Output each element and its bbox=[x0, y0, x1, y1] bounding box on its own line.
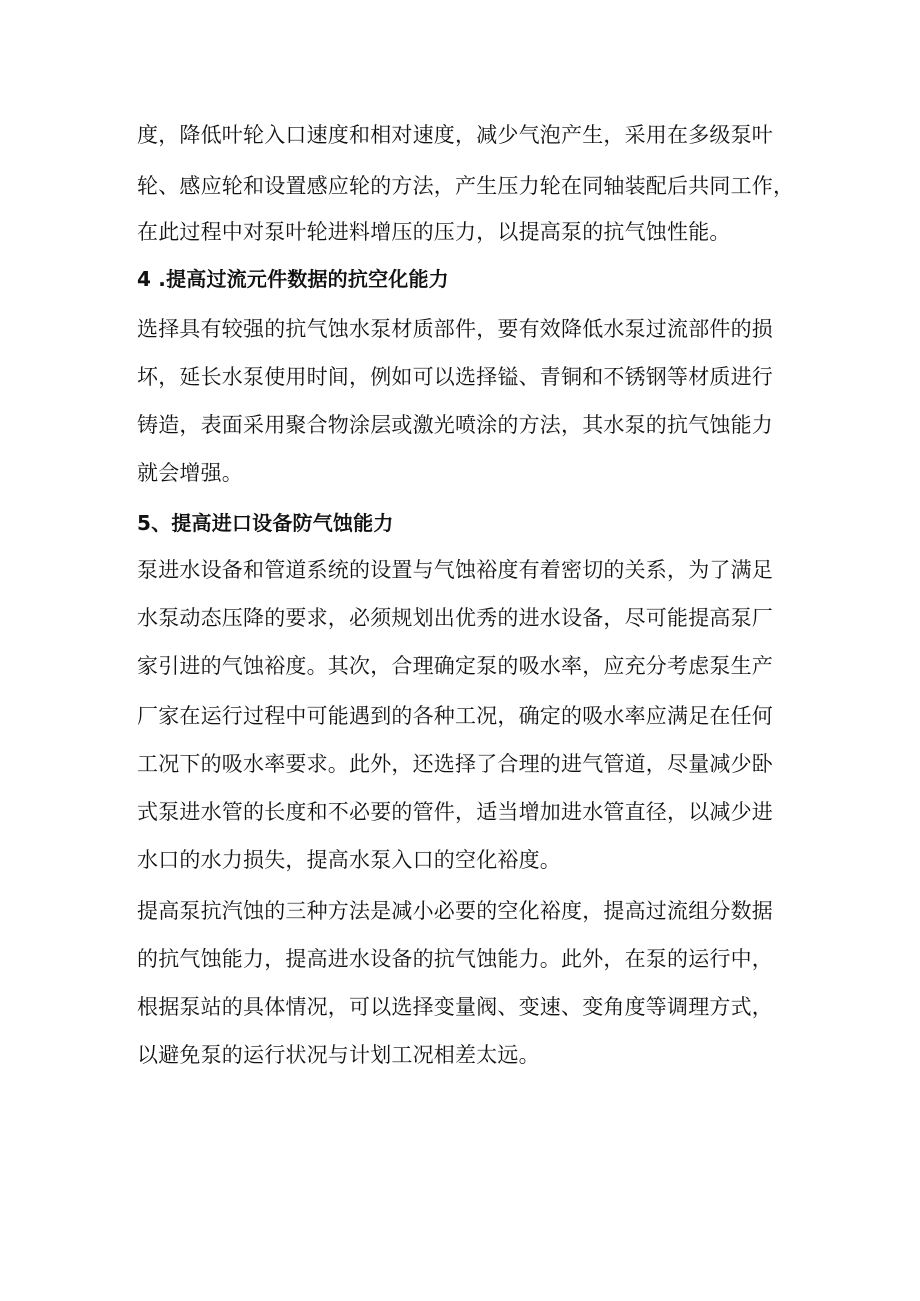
paragraph-line: 的抗气蚀能力，提高进水设备的抗气蚀能力。此外，在泵的运行中， bbox=[137, 947, 773, 971]
paragraph-line: 根据泵站的具体情况，可以选择变量阀、变速、变角度等调理方式， bbox=[137, 995, 773, 1019]
paragraph-line: 水口的水力损失，提高水泵入口的空化裕度。 bbox=[137, 848, 561, 872]
paragraph-line: 坏，延长水泵使用时间，例如可以选择镒、青铜和不锈钢等材质进行 bbox=[137, 365, 773, 389]
paragraph-line: 泵进水设备和管道系统的设置与气蚀裕度有着密切的关系，为了满足 bbox=[137, 558, 773, 582]
paragraph-line: 轮、感应轮和设置感应轮的方法，产生压力轮在同轴装配后共同工作， bbox=[137, 174, 795, 198]
paragraph-line: 选择具有较强的抗气蚀水泵材质部件，要有效降低水泵过流部件的损 bbox=[137, 317, 773, 341]
section-heading-4: 4 .提高过流元件数据的抗空化能力 bbox=[137, 267, 449, 291]
paragraph-line: 水泵动态压降的要求，必须规划出优秀的进水设备，尽可能提高泵厂 bbox=[137, 606, 773, 630]
paragraph-line: 提高泵抗汽蚀的三种方法是减小必要的空化裕度，提高过流组分数据 bbox=[137, 899, 773, 923]
paragraph-line: 工况下的吸水率要求。此外，还选择了合理的进气管道，尽量减少卧 bbox=[137, 752, 773, 776]
paragraph-line: 度，降低叶轮入口速度和相对速度，减少气泡产生，采用在多级泵叶 bbox=[137, 123, 773, 147]
paragraph-line: 在此过程中对泵叶轮进料增压的压力，以提高泵的抗气蚀性能。 bbox=[137, 220, 731, 244]
paragraph-line: 就会增强。 bbox=[137, 461, 243, 485]
paragraph-line: 式泵进水管的长度和不必要的管件，适当增加进水管直径，以减少进 bbox=[137, 800, 773, 824]
paragraph-line: 厂家在运行过程中可能遇到的各种工况，确定的吸水率应满足在任何 bbox=[137, 704, 773, 728]
section-heading-5: 5、提高进口设备防气蚀能力 bbox=[137, 511, 394, 535]
paragraph-line: 家引进的气蚀裕度。其次，合理确定泵的吸水率，应充分考虑泵生产 bbox=[137, 654, 773, 678]
paragraph-line: 以避免泵的运行状况与计划工况相差太远。 bbox=[137, 1043, 540, 1067]
paragraph-line: 铸造，表面采用聚合物涂层或激光喷涂的方法，其水泵的抗气蚀能力 bbox=[137, 413, 773, 437]
